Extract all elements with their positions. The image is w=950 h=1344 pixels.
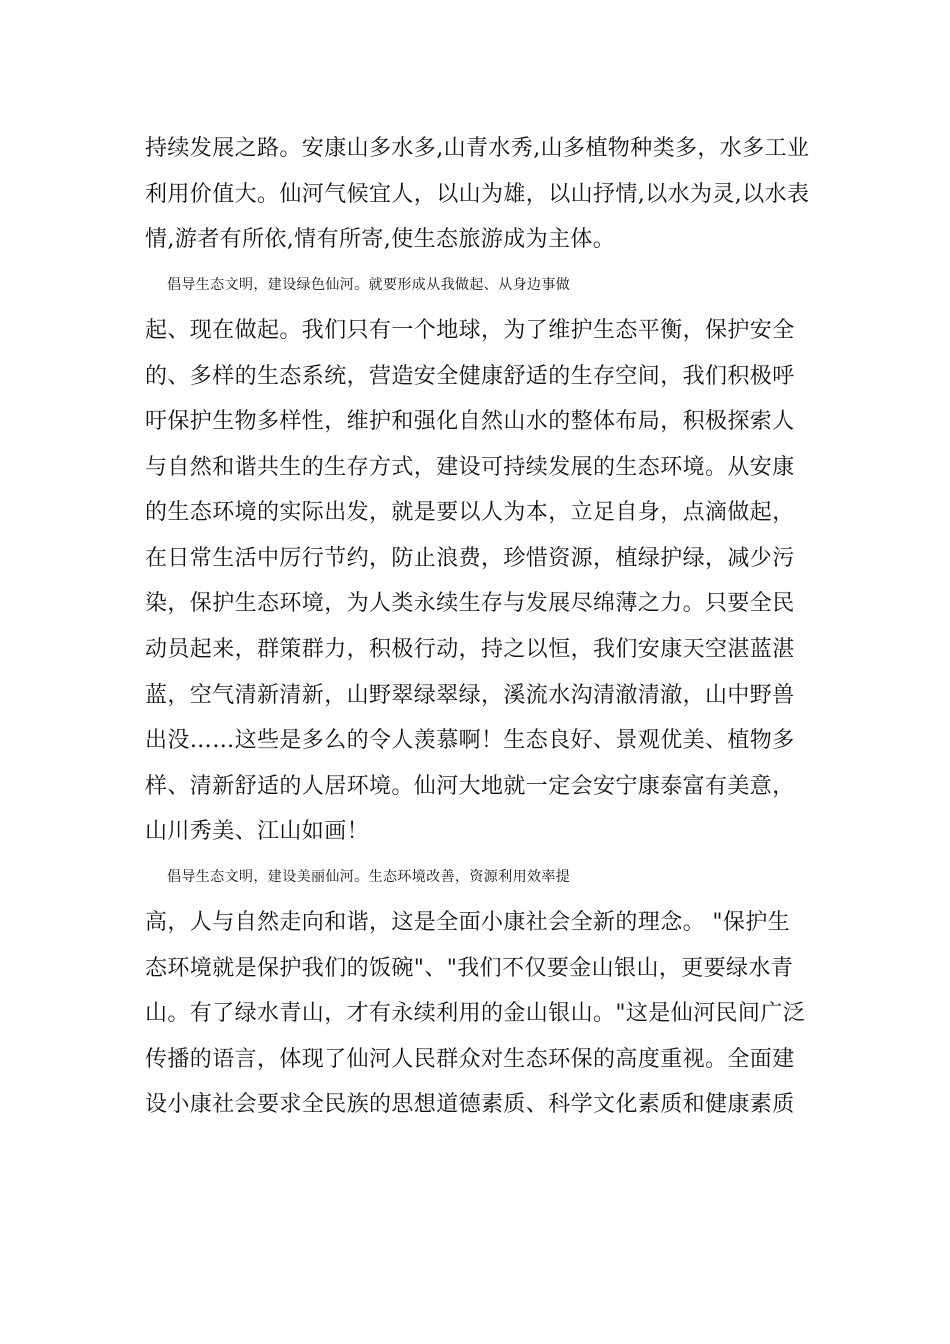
text-line: 山川秀美、江山如画！ [145,819,370,845]
text-line: 与自然和谐共生的生存方式，建设可持续发展的生态环境。从安康 [145,454,795,480]
text-line: 起、现在做起。我们只有一个地球，为了维护生态平衡，保护安全 [145,318,795,344]
text-line: 染，保护生态环境，为人类永续生存与发展尽绵薄之力。只要全民 [145,591,795,617]
text-line: 设小康社会要求全民族的思想道德素质、科学文化素质和健康素质 [145,1092,795,1118]
text-line: 传播的语言，体现了仙河人民群众对生态环保的高度重视。全面建 [145,1046,795,1072]
document-body [145,126,810,1128]
paragraph-first-line: 倡导生态文明，建设美丽仙河。生态环境改善，资源利用效率提 [167,868,571,885]
paragraph-first-line: 倡导生态文明，建设绿色仙河。就要形成从我做起、从身边事做 [167,276,571,293]
text-line: 高，人与自然走向和谐，这是全面小康社会全新的理念。 "保护生 [145,910,791,936]
text-line: 动员起来，群策群力，积极行动，持之以恒，我们安康天空湛蓝湛 [145,637,795,663]
text-line: 吁保护生物多样性，维护和强化自然山水的整体布局，积极探索人 [145,409,795,435]
text-line: 利用价值大。仙河气候宜人，以山为雄，以山抒情,以水为灵,以水表 [145,181,810,207]
text-line: 情,游者有所依,情有所寄,使生态旅游成为主体。 [145,227,616,253]
text-line: 的生态环境的实际出发，就是要以人为本，立足自身，点滴做起， [145,500,795,526]
text-line: 的、多样的生态系统，营造安全健康舒适的生存空间，我们积极呼 [145,363,795,389]
text-line: 蓝，空气清新清新，山野翠绿翠绿，溪流水沟清澈清澈，山中野兽 [145,682,795,708]
text-line: 山。有了绿水青山，才有永续利用的金山银山。"这是仙河民间广泛 [145,1001,806,1027]
text-line: 持续发展之路。安康山多水多,山青水秀,山多植物种类多，水多工业 [145,136,810,161]
text-line: 出没……这些是多么的令人羡慕啊！生态良好、景观优美、植物多 [145,728,795,754]
text-line: 在日常生活中厉行节约，防止浪费，珍惜资源，植绿护绿，减少污 [145,545,795,571]
text-line: 样、清新舒适的人居环境。仙河大地就一定会安宁康泰富有美意， [145,773,795,799]
text-line: 态环境就是保护我们的饭碗"、"我们不仅要金山银山，更要绿水青 [145,955,794,981]
